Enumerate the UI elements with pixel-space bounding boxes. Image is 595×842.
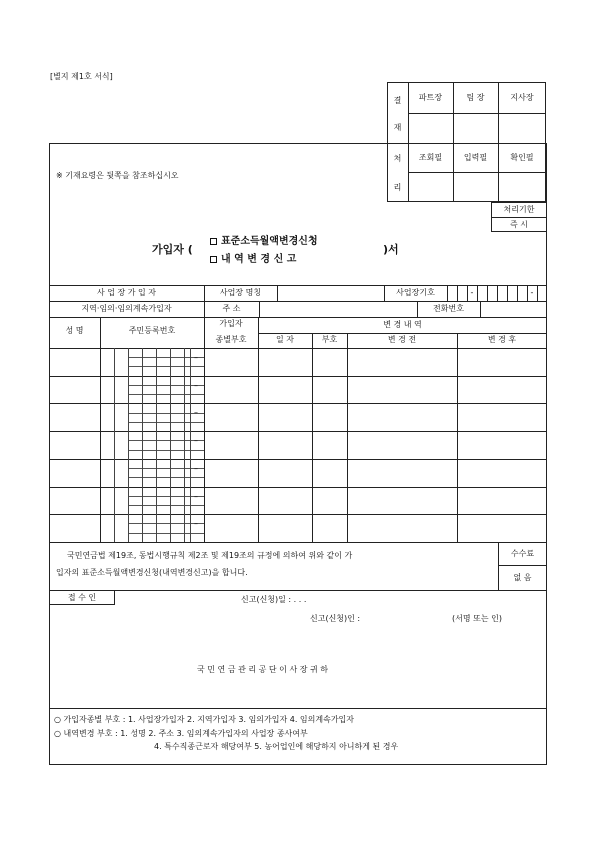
name-cell[interactable] bbox=[50, 432, 99, 458]
process-header-input: 입력필 bbox=[463, 153, 488, 162]
before-cell[interactable] bbox=[348, 377, 456, 403]
code-cell[interactable] bbox=[313, 488, 346, 514]
after-cell[interactable] bbox=[458, 515, 546, 541]
deadline-value: 즉 시 bbox=[510, 220, 528, 229]
header-member-type-2: 종별부호 bbox=[215, 335, 247, 344]
name-cell[interactable] bbox=[50, 460, 99, 486]
code-cell[interactable] bbox=[313, 432, 346, 458]
member-type-cell[interactable] bbox=[205, 349, 257, 375]
before-cell[interactable] bbox=[348, 460, 456, 486]
code-cell[interactable] bbox=[313, 460, 346, 486]
member-type-cell[interactable] bbox=[205, 404, 257, 430]
rrn-separator: – bbox=[194, 491, 198, 501]
before-cell[interactable] bbox=[348, 432, 456, 458]
workplace-name-label: 사업장 명칭 bbox=[219, 288, 262, 297]
rrn-digit-divider bbox=[142, 348, 143, 542]
rrn-digit-divider bbox=[114, 348, 115, 542]
date-cell[interactable] bbox=[259, 404, 311, 430]
after-cell[interactable] bbox=[458, 488, 546, 514]
reporter-label: 신고(신청)인 : bbox=[310, 614, 361, 623]
member-type-cell[interactable] bbox=[205, 432, 257, 458]
fee-label: 수수료 bbox=[510, 549, 535, 558]
deadline-label: 처리기한 bbox=[503, 205, 535, 214]
report-date: 신고(신청)일 : . . . bbox=[241, 595, 307, 604]
address-field[interactable] bbox=[260, 302, 416, 316]
process-label-1: 처 bbox=[393, 154, 402, 163]
title-option-income-change: 표준소득월액변경신청 bbox=[210, 237, 318, 247]
name-cell[interactable] bbox=[50, 404, 99, 430]
process-header-confirm: 확인필 bbox=[510, 153, 534, 162]
date-cell[interactable] bbox=[259, 432, 311, 458]
workplace-symbol-label: 사업장기호 bbox=[396, 288, 435, 297]
header-date: 일 자 bbox=[276, 335, 294, 344]
filling-note: ※ 기재요령은 뒷쪽을 참조하십시오 bbox=[56, 171, 179, 180]
resident-number-cell[interactable] bbox=[101, 404, 203, 430]
title-suffix: )서 bbox=[383, 243, 399, 256]
member-type-cell[interactable] bbox=[205, 460, 257, 486]
phone-label: 전화번호 bbox=[433, 304, 464, 313]
approval-header-part-leader: 파트장 bbox=[418, 93, 443, 102]
rrn-separator: – bbox=[194, 353, 198, 362]
name-cell[interactable] bbox=[50, 377, 99, 403]
header-resident-number: 주민등록번호 bbox=[128, 326, 176, 335]
rrn-digit-divider bbox=[156, 348, 157, 542]
address-label: 주 소 bbox=[222, 304, 241, 313]
approval-label-2: 재 bbox=[393, 123, 402, 132]
approval-header-branch-head: 지사장 bbox=[510, 93, 534, 102]
rrn-digit-divider bbox=[184, 348, 185, 542]
rrn-separator: – bbox=[194, 436, 198, 446]
after-cell[interactable] bbox=[458, 404, 546, 430]
symbol-separator-1: - bbox=[470, 288, 474, 297]
code-cell[interactable] bbox=[313, 349, 346, 375]
code-cell[interactable] bbox=[313, 377, 346, 403]
header-before: 변 경 전 bbox=[387, 335, 417, 344]
member-type-cell[interactable] bbox=[205, 377, 257, 403]
symbol-separator-2: - bbox=[530, 288, 534, 297]
member-type-cell[interactable] bbox=[205, 488, 257, 514]
phone-field[interactable] bbox=[481, 302, 546, 316]
header-member-type-1: 가입자 bbox=[219, 319, 243, 328]
name-cell[interactable] bbox=[50, 349, 99, 375]
process-label-2: 리 bbox=[393, 183, 402, 192]
after-cell[interactable] bbox=[458, 349, 546, 375]
header-code: 부호 bbox=[321, 335, 338, 344]
rrn-separator: – bbox=[194, 380, 198, 390]
after-cell[interactable] bbox=[458, 377, 546, 403]
member-type-codes: ○ 가입자종별 부호 : 1. 사업장가입자 2. 지역가입자 3. 임의가입자 4. 임의계속가입자 bbox=[54, 715, 355, 724]
after-cell[interactable] bbox=[458, 432, 546, 458]
code-cell[interactable] bbox=[313, 515, 346, 541]
header-after: 변 경 후 bbox=[487, 335, 517, 344]
member-type-cell[interactable] bbox=[205, 515, 257, 541]
resident-number-cell[interactable] bbox=[101, 460, 203, 486]
statement-line-1: 국민연금법 제19조, 동법시행규칙 제2조 및 제19조의 규정에 의하여 위와 같이 가 bbox=[67, 551, 353, 560]
title-option-details-change: 내 역 변 경 신 고 bbox=[210, 255, 296, 265]
date-cell[interactable] bbox=[259, 515, 311, 541]
fee-value: 없 음 bbox=[513, 573, 532, 582]
resident-number-cell[interactable] bbox=[101, 432, 203, 458]
workplace-name-field[interactable] bbox=[278, 286, 383, 300]
employer-member-label: 사 업 장 가 입 자 bbox=[96, 288, 157, 297]
before-cell[interactable] bbox=[348, 488, 456, 514]
name-cell[interactable] bbox=[50, 488, 99, 514]
name-cell[interactable] bbox=[50, 515, 99, 541]
before-cell[interactable] bbox=[348, 404, 456, 430]
process-header-inquiry: 조회필 bbox=[418, 153, 443, 162]
change-codes-line-1: ○ 내역변경 부호 : 1. 성명 2. 주소 3. 임의계속가입자의 사업장 종사여부 bbox=[54, 729, 308, 738]
rrn-separator: – bbox=[194, 519, 198, 529]
rrn-separator: – bbox=[194, 463, 198, 473]
before-cell[interactable] bbox=[348, 515, 456, 541]
checkbox-details-change[interactable] bbox=[210, 256, 217, 263]
date-cell[interactable] bbox=[259, 460, 311, 486]
approval-label-1: 결 bbox=[393, 96, 402, 105]
statement-line-2: 입자의 표준소득월액변경신청(내역변경신고)을 합니다. bbox=[56, 568, 248, 577]
date-cell[interactable] bbox=[259, 349, 311, 375]
resident-number-cell[interactable] bbox=[101, 377, 203, 403]
date-cell[interactable] bbox=[259, 377, 311, 403]
before-cell[interactable] bbox=[348, 349, 456, 375]
regional-member-label: 지역·임의·임의계속가입자 bbox=[81, 304, 172, 313]
resident-number-cell[interactable] bbox=[101, 349, 203, 375]
date-cell[interactable] bbox=[259, 488, 311, 514]
checkbox-income-change[interactable] bbox=[210, 238, 217, 245]
code-cell[interactable] bbox=[313, 404, 346, 430]
after-cell[interactable] bbox=[458, 460, 546, 486]
header-change-details: 변 경 내 역 bbox=[383, 320, 422, 329]
approval-header-team-leader: 팀 장 bbox=[466, 93, 485, 102]
addressee: 국 민 연 금 관 리 공 단 이 사 장 귀 하 bbox=[197, 665, 328, 674]
rrn-digit-divider bbox=[170, 348, 171, 542]
signature-label: (서명 또는 인) bbox=[452, 614, 502, 623]
header-name: 성 명 bbox=[65, 326, 84, 335]
rrn-digit-divider bbox=[128, 348, 129, 542]
resident-number-cell[interactable] bbox=[101, 488, 203, 514]
form-number-label: [별지 제1호 서식] bbox=[50, 72, 113, 81]
receiver-label: 접 수 인 bbox=[67, 593, 97, 602]
rrn-separator: – bbox=[194, 408, 198, 418]
change-codes-line-2: 4. 특수직종근로자 해당여부 5. 농어업인에 해당하지 아니하게 된 경우 bbox=[154, 742, 399, 751]
resident-number-cell[interactable] bbox=[101, 515, 203, 541]
rrn-digit-divider bbox=[190, 348, 191, 542]
title-prefix: 가입자 ( bbox=[152, 243, 193, 256]
